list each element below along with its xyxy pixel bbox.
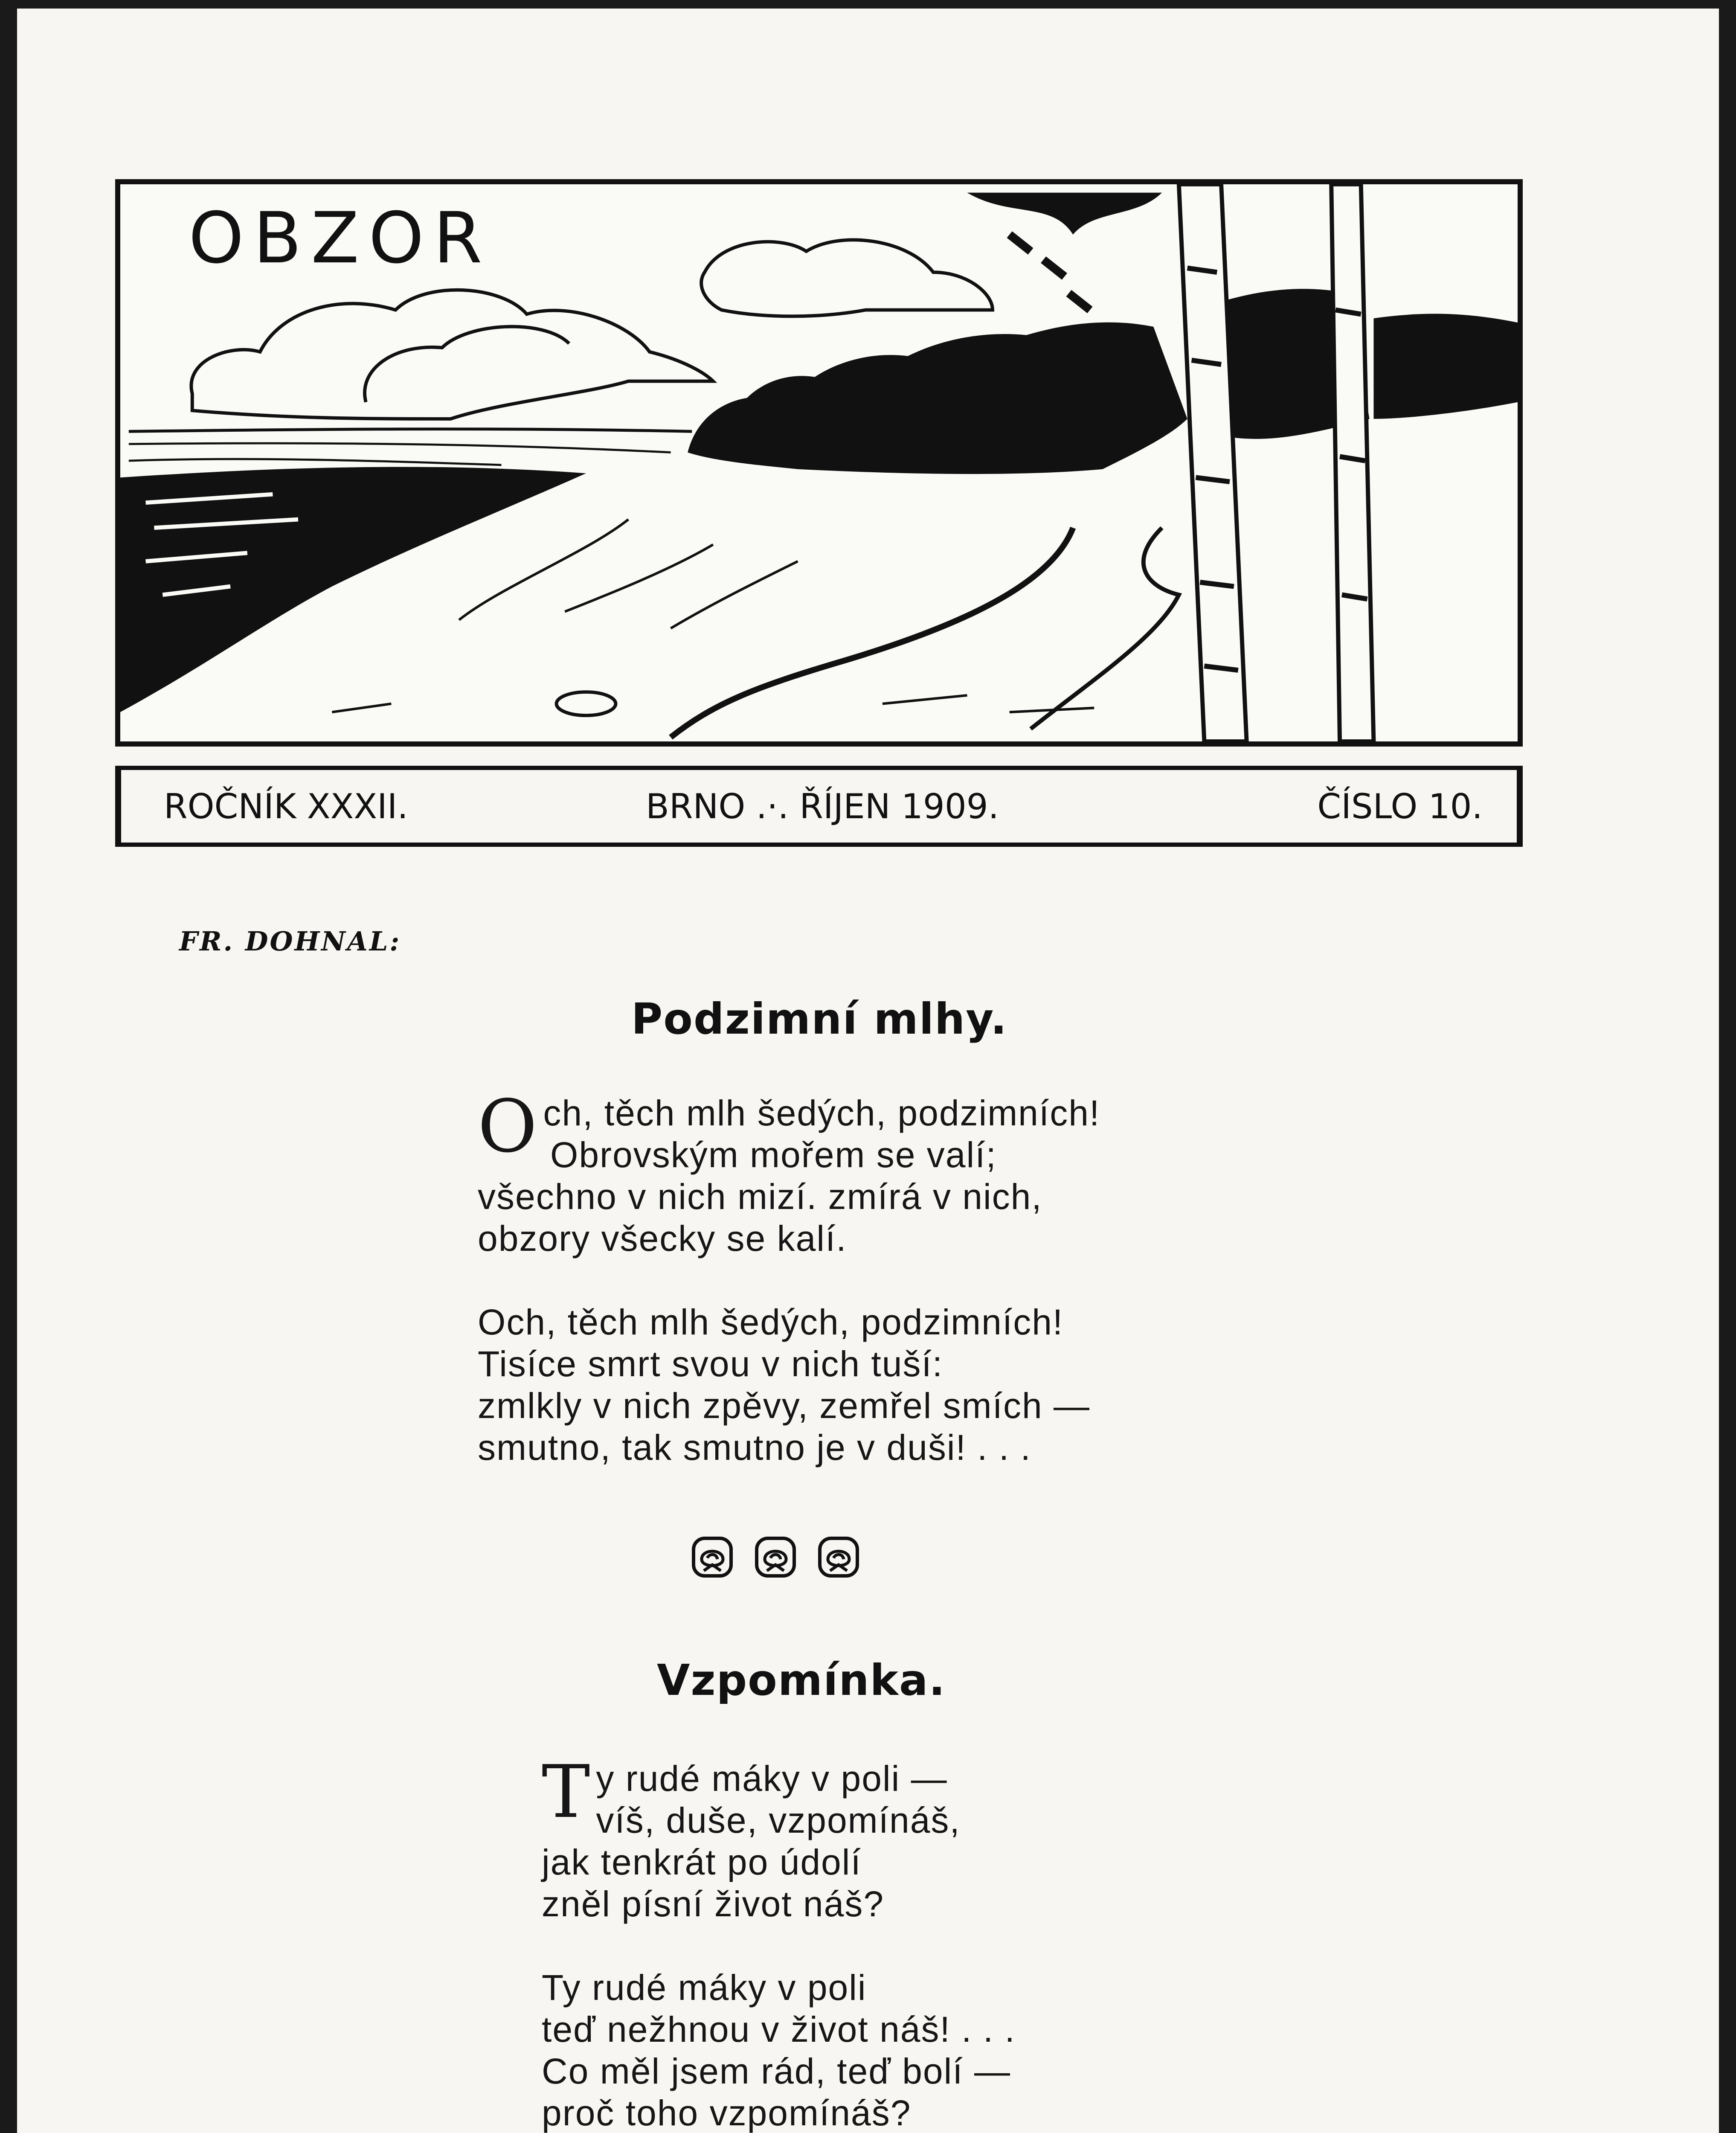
issue-number-label: ČÍSLO 10. — [1317, 786, 1483, 826]
drop-cap: T — [542, 1750, 591, 1834]
poem-line: y rudé máky v poli — — [596, 1758, 948, 1799]
poem-line: Ty rudé máky v poli — [542, 1967, 867, 2008]
rose-ornament-icon — [817, 1536, 860, 1578]
author-name: FR. DOHNAL: — [179, 926, 401, 957]
poem-line: víš, duše, vzpomínáš, — [596, 1800, 961, 1840]
poem-body — [478, 1084, 1118, 1510]
poem-line: Co měl jsem rád, teď bolí — — [542, 2051, 1011, 2091]
poem-line: proč toho vzpomínáš? — [542, 2093, 912, 2133]
poem-line: Obrovským mořem se valí; — [550, 1135, 997, 1175]
poem-stanza — [542, 1750, 1096, 1925]
page-sheet — [17, 9, 1719, 2133]
place-date-label: BRNO .·. ŘÍJEN 1909. — [646, 786, 999, 826]
rose-ornament-icon — [691, 1536, 734, 1578]
journal-title: OBZOR — [189, 197, 492, 279]
issue-info-bar — [115, 766, 1523, 847]
poem-stanza — [478, 1084, 1118, 1259]
poem-body — [542, 1750, 1096, 2133]
poem-line: Och, těch mlh šedých, podzimních! — [478, 1302, 1064, 1342]
rose-ornament-icon — [754, 1536, 797, 1578]
poem-title: Vzpomínka. — [657, 1655, 946, 1705]
poem-line: teď nežhnou v život náš! . . . — [542, 2009, 1016, 2049]
poem-stanza — [478, 1301, 1118, 1468]
poem-line: všechno v nich mizí. zmírá v nich, — [478, 1177, 1042, 1217]
poem-line: ch, těch mlh šedých, podzimních! — [543, 1093, 1100, 1133]
volume-label: ROČNÍK XXXII. — [164, 786, 408, 826]
poem-stanza — [542, 1967, 1096, 2133]
poem-line: obzory všecky se kalí. — [478, 1218, 847, 1258]
poem-line: Tisíce smrt svou v nich tuší: — [478, 1344, 943, 1384]
masthead-illustration — [115, 179, 1523, 747]
poem-line: jak tenkrát po údolí — [542, 1842, 862, 1882]
poem-line: zmlkly v nich zpěvy, zemřel smích — — [478, 1386, 1091, 1426]
poem-line: smutno, tak smutno je v duši! . . . — [478, 1427, 1031, 1468]
ornament-divider — [691, 1536, 860, 1578]
drop-cap: O — [478, 1084, 538, 1169]
poem-title: Podzimní mlhy. — [631, 994, 1008, 1044]
poem-line: zněl písní život náš? — [542, 1884, 885, 1924]
